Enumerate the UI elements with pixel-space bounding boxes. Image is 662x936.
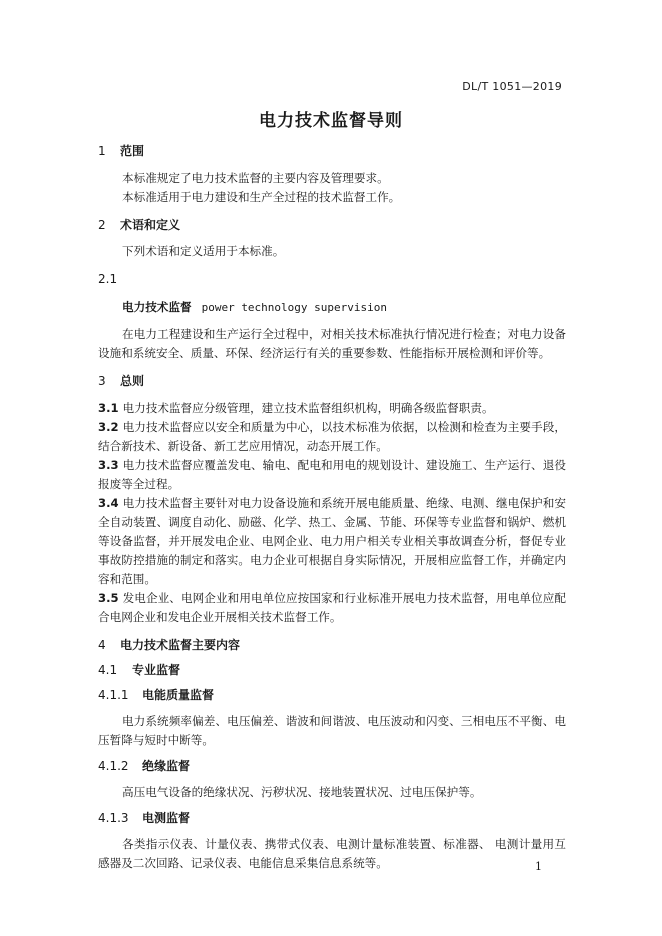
clause-text: 电力技术监督主要针对电力设备设施和系统开展电能质量、绝缘、电测、继电保护和安全自动装置、调度自动化、励磁、化学、热工、金属、节能、环保等专业监督和锅炉、燃机等设备监督，并开展发电企业、电网企业、电力用户相关专业相关事故调查分析，督促专业事故防控措施的制定和落实。电力企业可根据自身实际情况，开展相应监督工作，并确定内容和范围。 [98,496,566,586]
section-number: 4.1.1 [98,688,129,702]
clause-list [98,399,566,627]
definition-paragraph: 在电力工程建设和生产运行全过程中，对相关技术标准执行情况进行检查；对电力设备设施和系统安全、质量、环保、经济运行有关的重要参数、性能指标开展检测和评价等。 [98,327,566,360]
clause-text: 电力技术监督应分级管理，建立技术监督组织机构，明确各级监督职责。 [122,401,494,415]
page-number: 1 [535,860,542,873]
section-title: 术语和定义 [120,218,181,232]
section-title: 总则 [120,374,145,388]
section-3-heading [98,372,566,391]
standard-number: DL/T 1051—2019 [462,80,562,93]
clause-number: 3.3 [98,458,119,472]
clause-number: 3.2 [98,420,119,434]
clause-3-1 [98,399,566,418]
section-1-heading [98,142,566,161]
term-chinese: 电力技术监督 [122,300,192,314]
paragraph: 各类指示仪表、计量仪表、携带式仪表、电测计量标准装置、标准器、 电测计量用互感器及二次回路、记录仪表、电能信息采集信息系统等。 [98,837,566,870]
paragraph: 本标准规定了电力技术监督的主要内容及管理要求。 [122,171,389,185]
section-title: 范围 [120,144,145,158]
section-number: 4.1.3 [98,811,129,825]
subsection-4-1-3-heading [98,809,566,828]
section-title: 电能质量监督 [142,688,215,702]
clause-3-2 [98,418,566,456]
clause-number: 3.4 [98,496,119,510]
paragraph: 电力系统频率偏差、电压偏差、谐波和间谐波、电压波动和闪变、三相电压不平衡、电压暂降与短时中断等。 [98,714,566,747]
section-number: 2 [98,218,106,232]
term-entry [98,298,566,317]
paragraph: 高压电气设备的绝缘状况、污秽状况、接地装置状况、过电压保护等。 [122,785,482,799]
clause-text: 电力技术监督应覆盖发电、输电、配电和用电的规划设计、建设施工、生产运行、退役报废等全过程。 [98,458,566,491]
section-title: 电测监督 [142,811,191,825]
document-body [98,136,566,873]
section-number: 4.1 [98,663,118,677]
paragraph: 本标准适用于电力建设和生产全过程的技术监督工作。 [122,190,401,204]
document-title: 电力技术监督导则 [259,111,403,131]
subsection-4-1-heading [98,661,566,680]
paragraph: 下列术语和定义适用于本标准。 [122,244,285,258]
clause-number: 3.5 [98,591,119,605]
clause-number: 3.1 [98,401,119,415]
clause-3-5 [98,589,566,627]
section-title: 绝缘监督 [142,759,191,773]
section-2-heading [98,216,566,235]
section-title: 专业监督 [132,663,181,677]
clause-text: 电力技术监督应以安全和质量为中心，以技术标准为依据，以检测和检查为主要手段，结合新技术、新设备、新工艺应用情况，动态开展工作。 [98,420,566,453]
section-number: 1 [98,144,106,158]
clause-3-3 [98,456,566,494]
subsection-number: 2.1 [98,272,118,286]
section-number: 4.1.2 [98,759,129,773]
section-number: 4 [98,638,106,652]
clause-3-4 [98,494,566,589]
clause-text: 发电企业、电网企业和用电单位应按国家和行业标准开展电力技术监督，用电单位应配合电网企业和发电企业开展相关技术监督工作。 [98,591,566,624]
section-title: 电力技术监督主要内容 [120,638,241,652]
subsection-4-1-1-heading [98,686,566,705]
term-english: power technology supervision [201,301,388,314]
subsection-4-1-2-heading [98,757,566,776]
section-4-heading [98,636,566,655]
section-number: 3 [98,374,106,388]
